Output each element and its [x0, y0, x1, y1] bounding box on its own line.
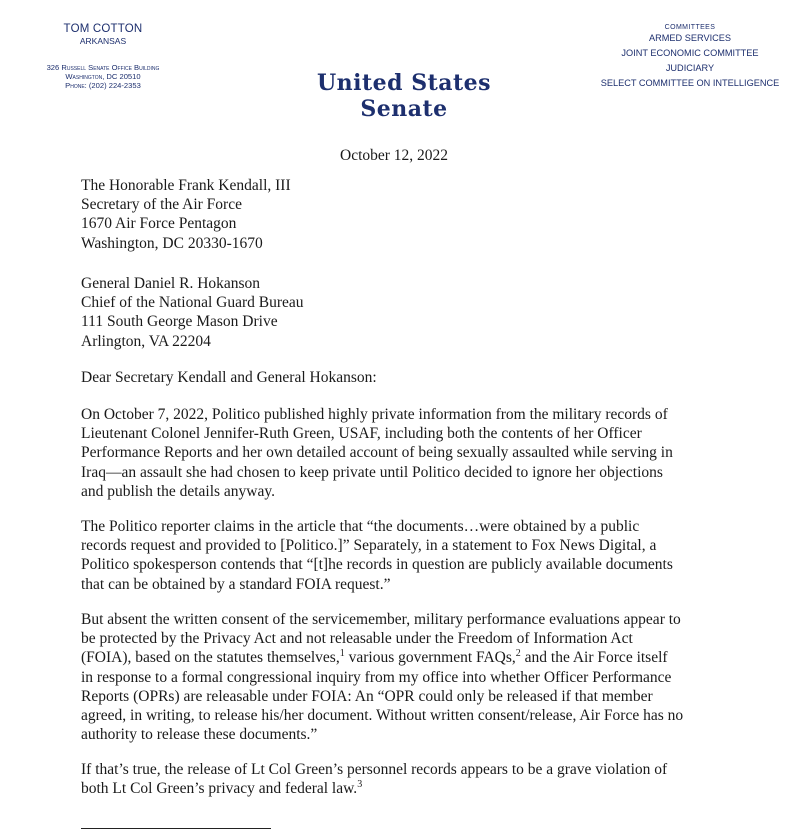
paragraph-text: and the Air Force itself: [520, 649, 668, 667]
recipient-line: Secretary of the Air Force: [81, 196, 242, 214]
office-address-line: Phone: (202) 224-2353: [65, 81, 141, 90]
paragraph-line: [81, 648, 721, 667]
paragraph-line: that can be obtained by a standard FOIA request.”: [81, 575, 391, 593]
footnote-ref-2[interactable]: 2: [515, 648, 521, 660]
recipient-address-1: [81, 176, 291, 253]
paragraph-line: authority to release these documents.”: [81, 726, 318, 744]
footnote-ref-1[interactable]: 1: [339, 648, 345, 660]
committee-item: JUDICIARY: [665, 63, 715, 73]
senate-title: United States Senate: [316, 70, 492, 122]
office-address-line: 326 Russell Senate Office Building: [46, 63, 160, 72]
paragraph-line: agreed, in writing, to release his/her document. Without written consent/release, Air Force has no: [81, 707, 684, 725]
paragraph-line: But absent the written consent of the servicemember, military performance evaluations appear to: [81, 611, 681, 628]
recipient-line: Washington, DC 20330-1670: [81, 234, 263, 252]
office-address: [18, 63, 188, 90]
paragraph-line: and publish the details anyway.: [81, 482, 275, 500]
recipient-line: Chief of the National Guard Bureau: [81, 294, 304, 312]
committee-item: JOINT ECONOMIC COMMITTEE: [621, 48, 759, 58]
recipient-line: Arlington, VA 22204: [81, 332, 211, 350]
salutation: Dear Secretary Kendall and General Hokanson:: [81, 369, 377, 386]
paragraph-text: various government FAQs,: [344, 649, 516, 667]
committee-item: SELECT COMMITTEE ON INTELLIGENCE: [600, 78, 780, 88]
committee-item: ARMED SERVICES: [648, 33, 732, 43]
paragraph-text: (FOIA), based on the statutes themselves,: [81, 649, 340, 667]
recipient-line: The Honorable Frank Kendall, III: [81, 177, 291, 194]
paragraph-line: records request and provided to [Politico.]” Separately, in a statement to Fox News Digital, a: [81, 537, 657, 555]
paragraph-line: On October 7, 2022, Politico published highly private information from the military records of: [81, 406, 668, 423]
paragraph-2: [81, 517, 721, 594]
paragraph-text: both Lt Col Green’s privacy and federal law.: [81, 780, 358, 798]
senator-letterhead: [18, 23, 188, 90]
paragraph-line: Performance Reports and her own detailed account of being sexually assaulted while serving in: [81, 444, 673, 462]
paragraph-line: in response to a formal congressional inquiry from my office into whether Officer Performance: [81, 668, 672, 686]
paragraph-line: be protected by the Privacy Act and not releasable under the Freedom of Information Act: [81, 630, 633, 648]
senator-state: ARKANSAS: [79, 36, 127, 46]
committees-list: [586, 24, 794, 91]
paragraph-line: The Politico reporter claims in the article that “the documents…were obtained by a public: [81, 518, 640, 535]
committees-label: COMMITTEES: [664, 24, 716, 31]
office-address-line: Washington, DC 20510: [65, 72, 141, 81]
paragraph-line: Reports (OPRs) are releasable under FOIA: An “OPR could only be released if that member: [81, 687, 653, 705]
paragraph-4: [81, 760, 721, 798]
footnote-ref-3[interactable]: 3: [357, 779, 363, 791]
paragraph-1: [81, 405, 721, 501]
footnote-divider: [81, 828, 271, 829]
paragraph-line: If that’s true, the release of Lt Col Green’s personnel records appears to be a grave violation of: [81, 761, 668, 778]
letter-date: October 12, 2022: [340, 147, 449, 164]
paragraph-line: [81, 779, 721, 798]
recipient-line: 1670 Air Force Pentagon: [81, 215, 237, 233]
recipient-line: General Daniel R. Hokanson: [81, 275, 261, 292]
recipient-line: 111 South George Mason Drive: [81, 313, 278, 331]
paragraph-line: Lieutenant Colonel Jennifer-Ruth Green, USAF, including both the contents of her Officer: [81, 425, 642, 443]
senator-name: TOM COTTON: [63, 23, 143, 35]
paragraph-3: [81, 610, 721, 744]
paragraph-line: Politico spokesperson contends that “[t]he records in question are publicly available documents: [81, 556, 673, 574]
recipient-address-2: [81, 274, 304, 351]
paragraph-line: Iraq—an assault she had chosen to keep private until Politico decided to ignore her objections: [81, 463, 663, 481]
